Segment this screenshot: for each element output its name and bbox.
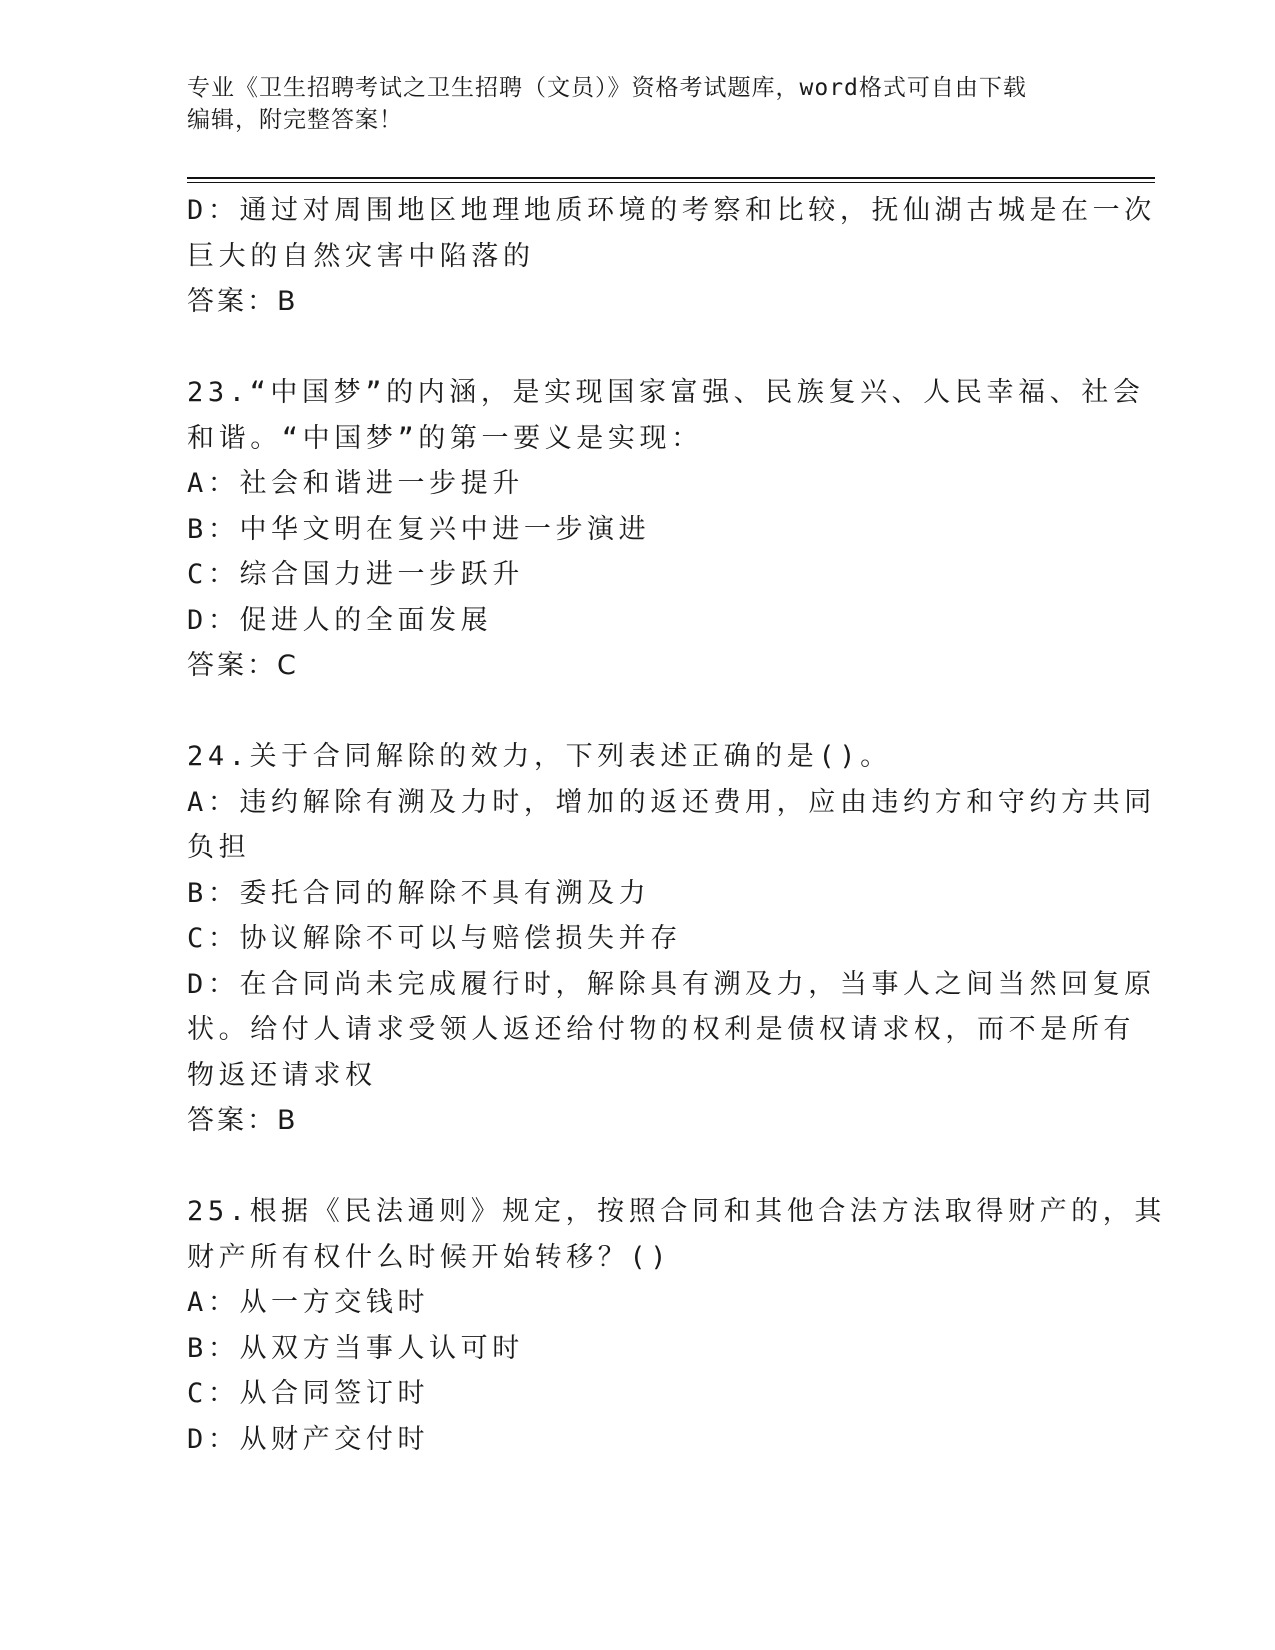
spacer: [187, 325, 1087, 371]
option-c: C：协议解除不可以与赔偿损失并存: [187, 923, 682, 954]
option-d: D：从财产交付时: [187, 1423, 430, 1455]
option-b: B：从双方当事人认可时: [187, 1332, 524, 1364]
option-a-line-2: 负担: [187, 832, 251, 863]
question-25: [187, 1189, 1166, 1462]
option-d-line-2: 状。给付人请求受领人返还给付物的权利是债权请求权，而不是所有: [187, 1014, 1135, 1045]
option-d-line-3: 物返还请求权: [187, 1059, 377, 1091]
option-d-line-1: D：在合同尚未完成履行时，解除具有溯及力，当事人之间当然回复原: [187, 968, 1156, 1000]
header-line-2: 编辑，附完整答案！: [187, 107, 403, 133]
question-stem-line-1: 25.根据《民法通则》规定，按照合同和其他合法方法取得财产的，其: [187, 1196, 1166, 1227]
option-d-line-1: D：通过对周围地区地理地质环境的考察和比较，抚仙湖古城是在一次: [187, 195, 1156, 226]
option-c: C：综合国力进一步跃升: [187, 559, 524, 590]
spacer: [187, 1144, 1087, 1190]
option-a-line-1: A：违约解除有溯及力时，增加的返还费用，应由违约方和守约方共同: [187, 786, 1156, 818]
option-a: A：社会和谐进一步提升: [187, 468, 524, 499]
option-b: B：中华文明在复兴中进一步演进: [187, 513, 651, 545]
spacer: [187, 689, 1087, 735]
answer: 答案：B: [187, 286, 299, 317]
document-header: [187, 72, 1087, 136]
option-c: C：从合同签订时: [187, 1378, 430, 1409]
question-24: [187, 734, 1156, 1144]
question-stem: 24.关于合同解除的效力，下列表述正确的是()。: [187, 741, 892, 772]
question-22-tail: [187, 188, 1156, 325]
question-23: [187, 370, 1145, 689]
question-stem-line-2: 财产所有权什么时候开始转移？(): [187, 1241, 672, 1273]
header-divider-thin: [187, 182, 1155, 183]
option-b: B：委托合同的解除不具有溯及力: [187, 877, 651, 909]
answer: 答案：C: [187, 650, 299, 681]
option-a: A：从一方交钱时: [187, 1287, 430, 1318]
question-list: [187, 188, 1166, 1462]
header-line-1: 专业《卫生招聘考试之卫生招聘（文员）》资格考试题库，word格式可自由下载: [187, 75, 1027, 101]
option-d: D：促进人的全面发展: [187, 604, 493, 636]
question-stem-line-2: 和谐。“中国梦”的第一要义是实现：: [187, 422, 703, 454]
option-d-line-2: 巨大的自然灾害中陷落的: [187, 240, 535, 272]
answer: 答案：B: [187, 1105, 299, 1136]
question-stem-line-1: 23.“中国梦”的内涵，是实现国家富强、民族复兴、人民幸福、社会: [187, 377, 1145, 408]
header-divider-thick: [187, 177, 1155, 179]
